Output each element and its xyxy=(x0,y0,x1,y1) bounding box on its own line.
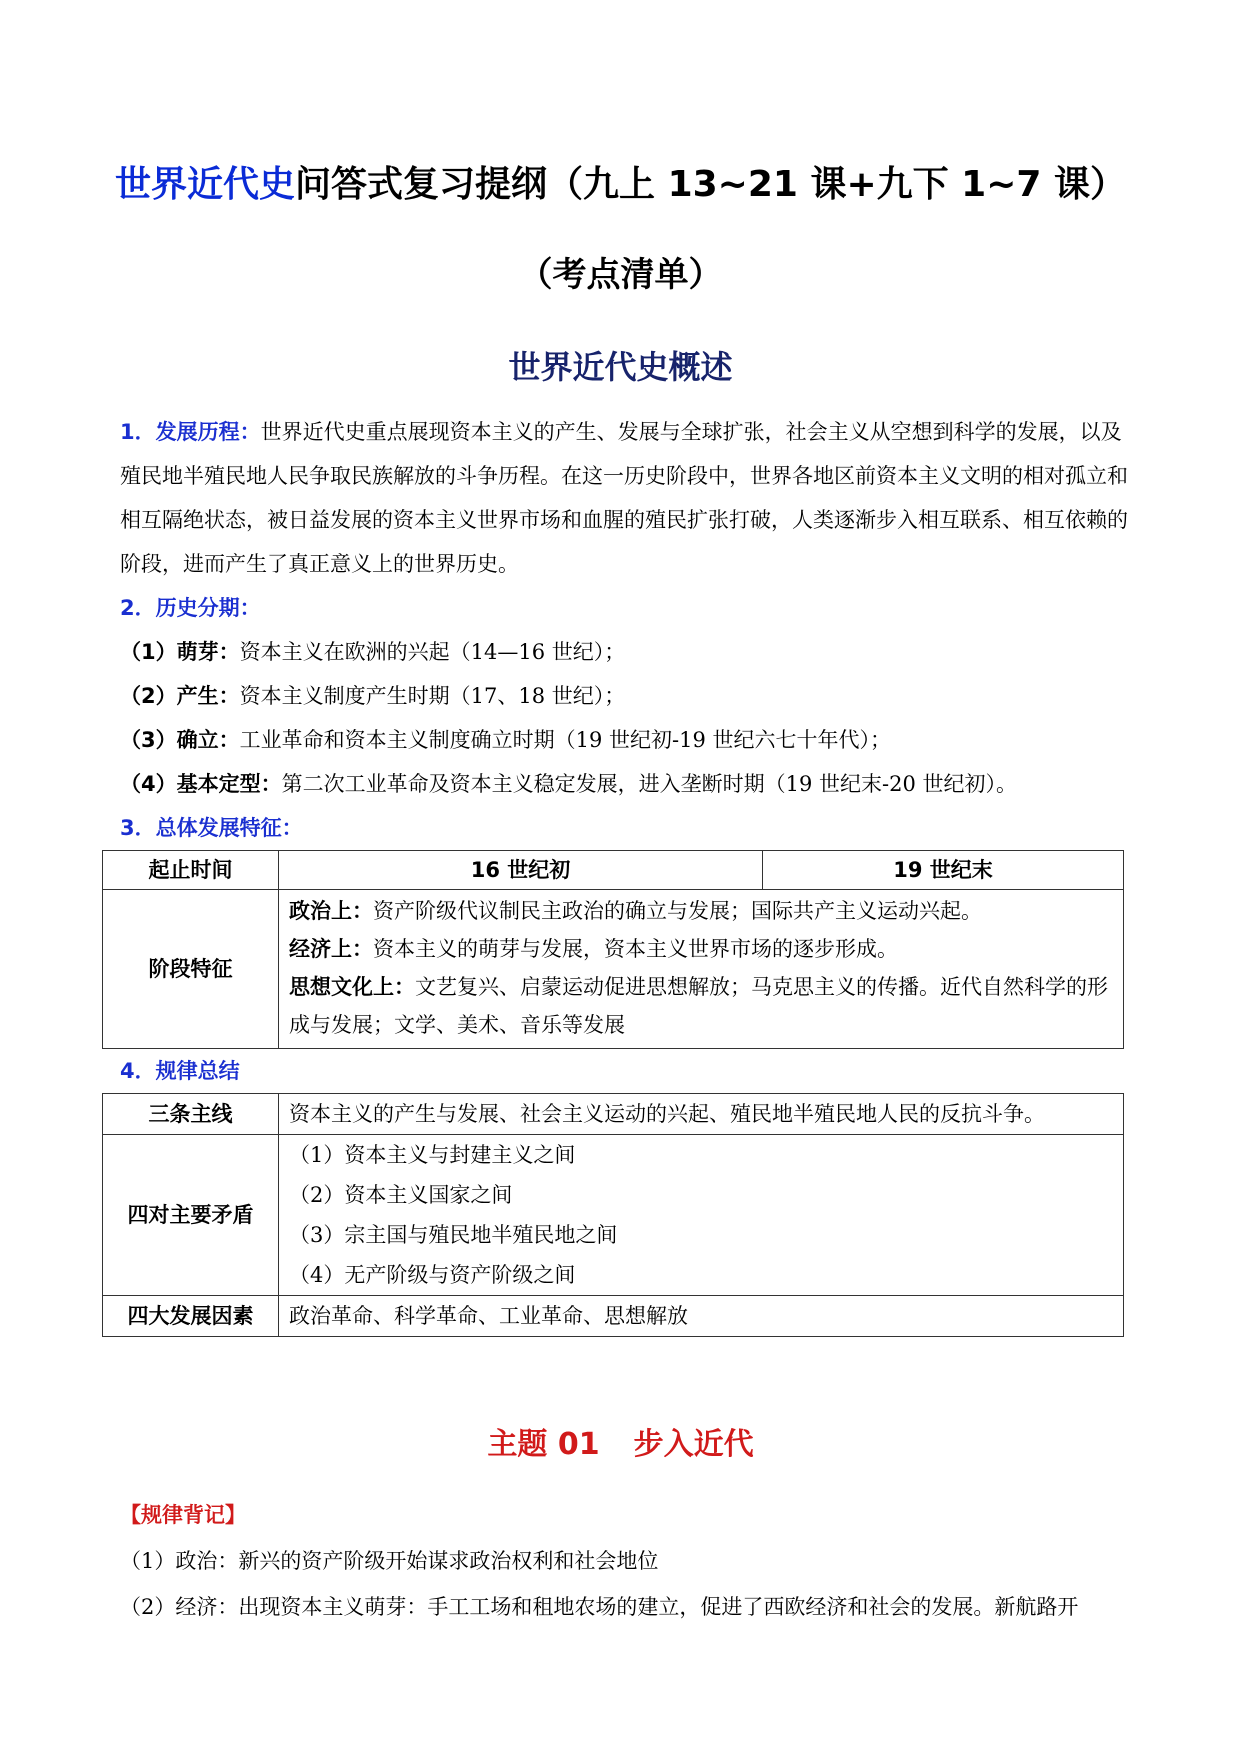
paragraph-text: 世界近代史重点展现资本主义的产生、发展与全球扩张，社会主义从空想到科学的发展，以及殖民地半殖民地人民争取民族解放的斗争历程。在这一历史阶段中，世界各地区前资本主义文明的相对孤立和相互隔绝状态，被日益发展的资本主义世界市场和血腥的殖民扩张打破，人类逐渐步入相互联系、相互依赖的阶段，进而产生了真正意义上的世界历史。 xyxy=(120,420,1128,576)
memo-line: （1）政治：新兴的资产阶级开始谋求政治权利和社会地位 xyxy=(120,1549,659,1573)
memo-line: （2）经济：出现资本主义萌芽：手工工场和租地农场的建立，促进了西欧经济和社会的发展。新航路开 xyxy=(120,1595,1079,1619)
table-cell: 起止时间 xyxy=(103,851,279,890)
contradiction-item: （3）宗主国与殖民地半殖民地之间 xyxy=(289,1223,618,1247)
table-cell: 三条主线 xyxy=(103,1094,279,1135)
heading-periods: 2．历史分期： xyxy=(120,596,261,620)
period-item: （4）基本定型：第二次工业革命及资本主义稳定发展，进入垄断时期（19 世纪末-20 世纪初）。 xyxy=(120,772,1018,796)
title-highlight: 世界近代史 xyxy=(115,164,296,205)
period-item: （1）萌芽：资本主义在欧洲的兴起（14—16 世纪）； xyxy=(120,640,626,664)
topic-title xyxy=(0,1420,1241,1470)
document-subtitle: （考点清单） xyxy=(518,255,723,295)
heading-summary: 4．规律总结 xyxy=(120,1059,240,1083)
title-rest: 问答式复习提纲（九上 13~21 课+九下 1~7 课） xyxy=(295,164,1126,205)
table-row xyxy=(103,1296,1124,1337)
table-cell: 阶段特征 xyxy=(103,890,279,1049)
topic-name: 步入近代 xyxy=(633,1427,754,1462)
features-table xyxy=(102,850,1124,1049)
table-row xyxy=(103,890,1124,1049)
feature-line: 政治上：资产阶级代议制民主政治的确立与发展；国际共产主义运动兴起。 xyxy=(289,899,982,923)
table-cell: 政治革命、科学革命、工业革命、思想解放 xyxy=(279,1296,1124,1337)
table-cell: 19 世纪末 xyxy=(763,851,1124,890)
table-row xyxy=(103,851,1124,890)
table-cell: 四大发展因素 xyxy=(103,1296,279,1337)
table-cell: 资本主义的产生与发展、社会主义运动的兴起、殖民地半殖民地人民的反抗斗争。 xyxy=(279,1094,1124,1135)
table-row xyxy=(103,1094,1124,1135)
table-cell: 16 世纪初 xyxy=(279,851,763,890)
period-item: （2）产生：资本主义制度产生时期（17、18 世纪）； xyxy=(120,684,626,708)
period-item: （3）确立：工业革命和资本主义制度确立时期（19 世纪初-19 世纪六七十年代）； xyxy=(120,728,892,752)
overview-content xyxy=(120,410,1140,1337)
table-cell xyxy=(279,1135,1124,1296)
section-title-overview: 世界近代史概述 xyxy=(508,348,733,386)
contradiction-item: （2）资本主义国家之间 xyxy=(289,1183,513,1207)
topic-memo xyxy=(120,1492,1140,1630)
heading-features: 3．总体发展特征： xyxy=(120,816,303,840)
paragraph-development xyxy=(120,410,1140,586)
feature-line: 经济上：资本主义的萌芽与发展，资本主义世界市场的逐步形成。 xyxy=(289,937,898,961)
table-row xyxy=(103,1135,1124,1296)
document-title xyxy=(0,160,1241,210)
summary-table xyxy=(102,1093,1124,1337)
feature-line: 思想文化上：文艺复兴、启蒙运动促进思想解放；马克思主义的传播。近代自然科学的形成与发展；文学、美术、音乐等发展 xyxy=(289,975,1108,1037)
memo-tag: 【规律背记】 xyxy=(120,1503,246,1527)
paragraph-lead: 1．发展历程： xyxy=(120,420,261,444)
topic-number: 主题 01 xyxy=(487,1427,600,1462)
table-cell xyxy=(279,890,1124,1049)
contradiction-item: （4）无产阶级与资产阶级之间 xyxy=(289,1263,576,1287)
contradiction-item: （1）资本主义与封建主义之间 xyxy=(289,1143,576,1167)
table-cell: 四对主要矛盾 xyxy=(103,1135,279,1296)
